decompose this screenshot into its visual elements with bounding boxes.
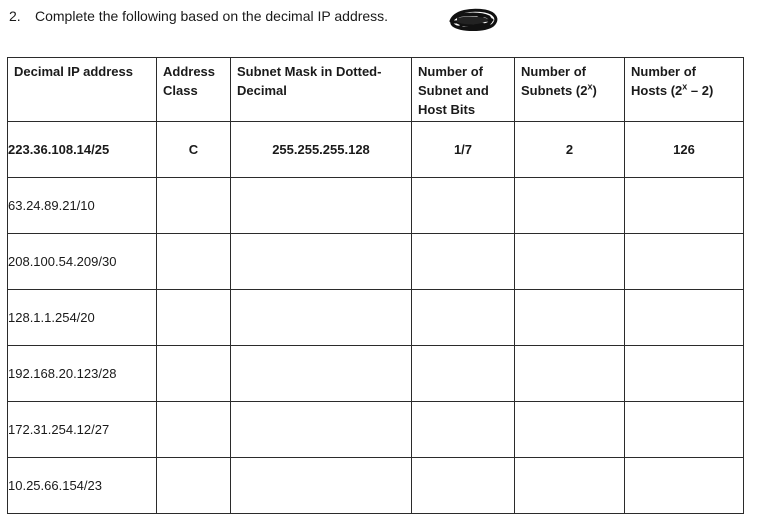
- ip-address-table: [7, 57, 744, 514]
- hosts-cell[interactable]: [625, 458, 744, 514]
- class-cell[interactable]: [157, 178, 231, 234]
- bits-cell[interactable]: 1/7: [412, 122, 515, 178]
- ip-cell: 172.31.254.12/27: [8, 402, 157, 458]
- header-hosts: Number of Hosts (2$^x$ – 2): [625, 58, 744, 122]
- table-row: [8, 234, 744, 290]
- mask-cell[interactable]: [231, 346, 412, 402]
- hosts-cell[interactable]: [625, 178, 744, 234]
- ip-cell: 223.36.108.14/25: [8, 122, 157, 178]
- question-prompt: Complete the following based on the decimal IP address.: [35, 8, 389, 24]
- mask-cell[interactable]: [231, 458, 412, 514]
- bits-cell[interactable]: [412, 290, 515, 346]
- class-cell[interactable]: C: [157, 122, 231, 178]
- hosts-cell[interactable]: [625, 234, 744, 290]
- ip-cell: 208.100.54.209/30: [8, 234, 157, 290]
- header-mask: Subnet Mask in Dotted- Decimal: [231, 58, 412, 122]
- subnets-cell[interactable]: [515, 458, 625, 514]
- subnets-cell[interactable]: [515, 234, 625, 290]
- hosts-cell[interactable]: [625, 346, 744, 402]
- subnets-cell[interactable]: [515, 178, 625, 234]
- class-cell[interactable]: [157, 402, 231, 458]
- bits-cell[interactable]: [412, 402, 515, 458]
- header-ip: Decimal IP address: [8, 58, 157, 122]
- header-class: Address Class: [157, 58, 231, 122]
- class-cell[interactable]: [157, 234, 231, 290]
- question-text: [9, 8, 388, 24]
- table-row: [8, 122, 744, 178]
- bits-cell[interactable]: [412, 458, 515, 514]
- hosts-cell[interactable]: [625, 290, 744, 346]
- ip-cell: 10.25.66.154/23: [8, 458, 157, 514]
- mask-cell[interactable]: [231, 234, 412, 290]
- subnets-cell[interactable]: [515, 402, 625, 458]
- subnets-cell[interactable]: 2: [515, 122, 625, 178]
- bits-cell[interactable]: [412, 234, 515, 290]
- ip-cell: 128.1.1.254/20: [8, 290, 157, 346]
- class-cell[interactable]: [157, 346, 231, 402]
- mask-cell[interactable]: [231, 178, 412, 234]
- bits-cell[interactable]: [412, 178, 515, 234]
- table-row: [8, 346, 744, 402]
- ip-cell: 63.24.89.21/10: [8, 178, 157, 234]
- hosts-cell[interactable]: 126: [625, 122, 744, 178]
- header-subnets: Number of Subnets (2$^x$): [515, 58, 625, 122]
- mask-cell[interactable]: [231, 402, 412, 458]
- subnets-cell[interactable]: [515, 346, 625, 402]
- subnets-cell[interactable]: [515, 290, 625, 346]
- hosts-cell[interactable]: [625, 402, 744, 458]
- bits-cell[interactable]: [412, 346, 515, 402]
- class-cell[interactable]: [157, 458, 231, 514]
- question-number: 2.: [9, 8, 21, 24]
- header-bits: Number of Subnet and Host Bits: [412, 58, 515, 122]
- table-row: [8, 458, 744, 514]
- mask-cell[interactable]: [231, 290, 412, 346]
- ip-cell: 192.168.20.123/28: [8, 346, 157, 402]
- class-cell[interactable]: [157, 290, 231, 346]
- table-row: [8, 178, 744, 234]
- scribble-mark-icon: [445, 5, 501, 33]
- mask-cell[interactable]: 255.255.255.128: [231, 122, 412, 178]
- table-row: [8, 290, 744, 346]
- table-row: [8, 402, 744, 458]
- table-header-row: [8, 58, 744, 122]
